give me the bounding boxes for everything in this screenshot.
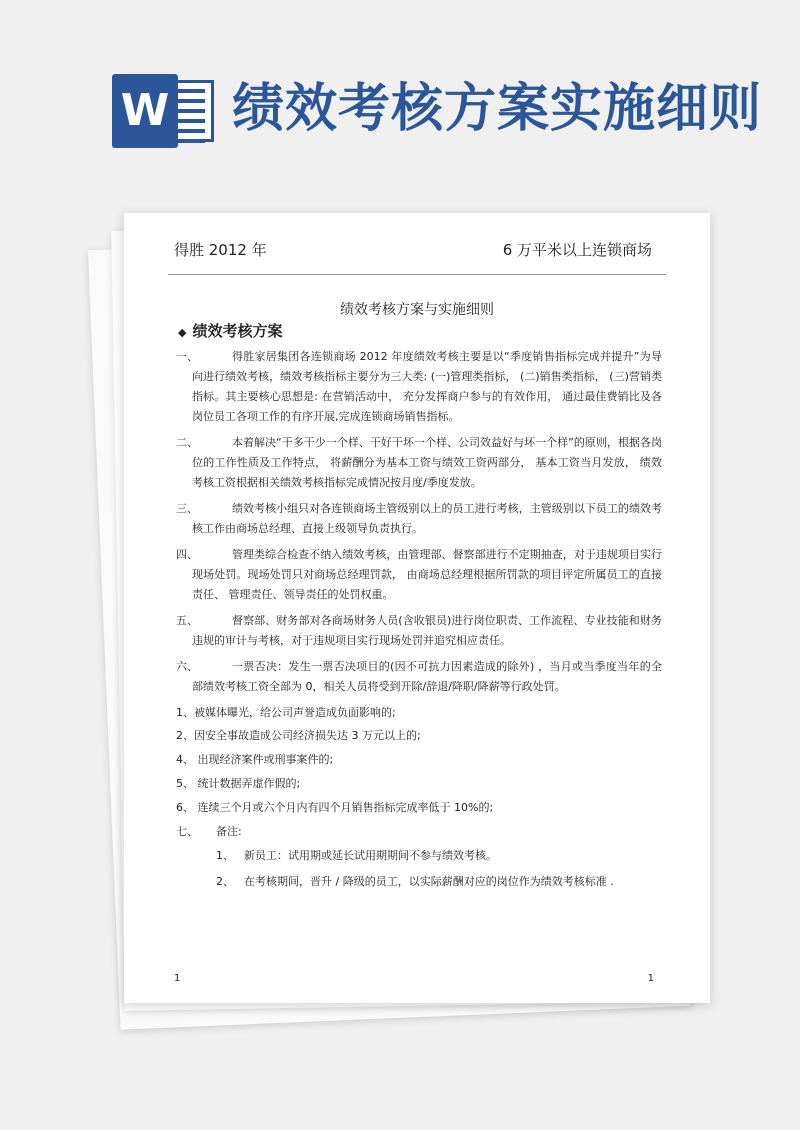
paragraph-text: 本着解决“干多干少一个样、干好干坏一个样、公司效益好与坏一个样”的原则，根据各岗位的工作性质及工作特点， 将薪酬分为基本工资与绩效工资两部分， 基本工资当月发放， 绩效考核工资根据相关绩效考核指标完成情况按月度/季度发放。 <box>192 436 662 489</box>
paragraph-5 <box>176 611 662 651</box>
list-item: 4、 出现经济案件或刑事案件的; <box>176 753 334 766</box>
remark-text: 在考核期间，晋升 / 降级的员工，以实际薪酬对应的岗位作为绩效考核标准 . <box>244 875 614 888</box>
header-divider <box>168 274 666 275</box>
remark-item-2 <box>216 872 662 892</box>
paragraph-text: 一票否决：发生一票否决项目的(因不可抗力因素造成的除外) ，当月或当季度当年的全部绩效考核工资全部为 0，相关人员将受到开除/辞退/降职/降薪等行政处罚。 <box>192 660 662 693</box>
word-document-icon <box>112 74 216 148</box>
list-item: 2、因安全事故造成公司经济损失达 3 万元以上的; <box>176 729 421 742</box>
banner-title: 绩效考核方案实施细则 <box>232 79 763 139</box>
list-item: 6、 连续三个月或六个月内有四个月销售指标完成率低于 10%的; <box>176 801 494 814</box>
remark-item-1 <box>216 846 662 866</box>
paragraph-text: 得胜家居集团各连锁商场 2012 年度绩效考核主要是以“季度销售指标完成并提升”为导向进行绩效考核，绩效考核指标主要分为三大类: (一)管理类指标， (二)销售类指标， (三)营销类指标。其主要核心思想是: 在营销活动中， 充分发挥商户参与的有效作用， 通过最佳费销比及各岗位员工各项工作的有序开展,完成连锁商场销售指标。 <box>192 350 662 423</box>
banner <box>0 0 800 200</box>
list-item: 1、被媒体曝光，给公司声誉造成负面影响的; <box>176 706 396 719</box>
diamond-bullet-icon: ◆ <box>178 326 187 339</box>
remarks-number: 七、 <box>176 825 198 838</box>
remarks-label: 备注: <box>216 825 242 838</box>
section-heading <box>178 320 282 341</box>
paragraph-6 <box>176 657 662 697</box>
remark-number: 2、 <box>216 875 234 888</box>
paragraph-text: 督察部、财务部对各商场财务人员(含收银员)进行岗位职责、工作流程、专业技能和财务违规的审计与考核，对于违规项目实行现场处罚并追究相应责任。 <box>192 614 662 647</box>
remark-text: 新员工：试用期或延长试用期期间不参与绩效考核。 <box>244 849 497 862</box>
paragraph-1 <box>176 347 662 427</box>
document-title: 绩效考核方案与实施细则 <box>340 302 494 318</box>
page-number-left: 1 <box>174 973 181 984</box>
header-right: 6 万平米以上连锁商场 <box>502 241 652 259</box>
paragraph-4 <box>176 545 662 605</box>
paragraph-3 <box>176 499 662 539</box>
paragraph-text: 绩效考核小组只对各连锁商场主管级别以上的员工进行考核，主管级别以下员工的绩效考核工作由商场总经理、直接上级领导负责执行。 <box>192 502 662 535</box>
document-page <box>124 213 710 1003</box>
remark-number: 1、 <box>216 849 234 862</box>
page-number-right: 1 <box>647 973 654 984</box>
paragraph-number: 六、 <box>176 660 198 673</box>
list-item: 5、 统计数据弄虚作假的; <box>176 777 301 790</box>
paragraph-number: 二、 <box>176 436 198 449</box>
paragraph-number: 三、 <box>176 502 198 515</box>
section-heading-text: 绩效考核方案 <box>192 322 283 340</box>
paragraph-number: 一、 <box>176 350 198 363</box>
header-left: 得胜 2012 年 <box>174 241 267 259</box>
paragraph-number: 五、 <box>176 614 198 627</box>
document-body <box>176 347 662 898</box>
paragraph-number: 四、 <box>176 548 198 561</box>
paragraph-text: 管理类综合检查不纳入绩效考核，由管理部、督察部进行不定期抽查，对于违规项目实行现场处罚。现场处罚只对商场总经理罚款， 由商场总经理根据所罚款的项目评定所属员工的直接责任、 管理责任、领导责任的处罚权重。 <box>192 548 662 601</box>
remarks-heading <box>176 822 662 842</box>
word-icon-letter: W <box>112 74 178 148</box>
paragraph-2 <box>176 433 662 493</box>
